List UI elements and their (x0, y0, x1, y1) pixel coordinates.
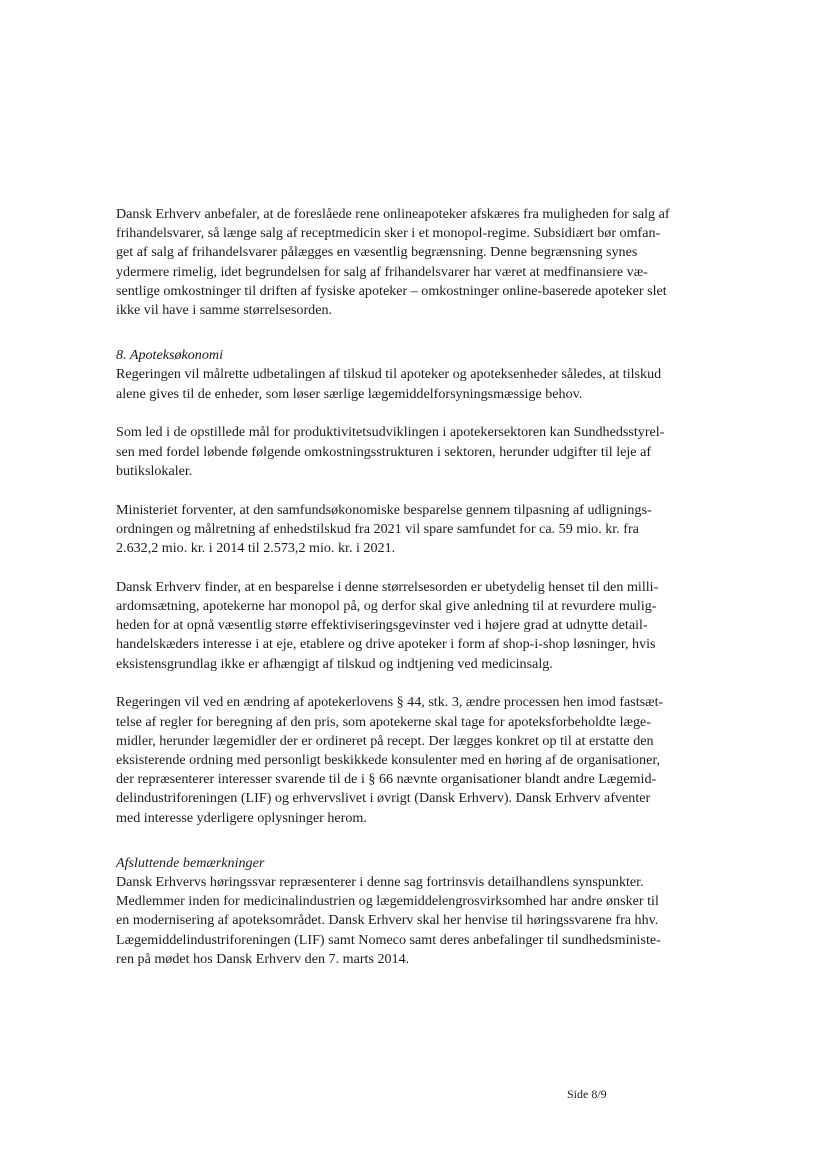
text-line: ren på mødet hos Dansk Erhverv den 7. marts 2014. (116, 950, 410, 967)
text-line: ardomsætning, apotekerne har monopol på, og derfor skal give anledning til at revurdere mulig- (116, 598, 657, 615)
text-line: 2.632,2 mio. kr. i 2014 til 2.573,2 mio. kr. i 2021. (116, 540, 396, 557)
text-line: en modernisering af apoteksområdet. Dansk Erhverv skal her henvise til høringssvarene fra hhv. (116, 912, 659, 929)
text-line: ordningen og målretning af enhedstilskud fra 2021 vil spare samfundet for ca. 59 mio. kr. fra (116, 520, 639, 537)
paragraph-ministry-savings (116, 501, 716, 559)
section-closing-remarks (116, 854, 716, 969)
paragraph-pricing-rules (116, 693, 716, 827)
text-line: Ministeriet forventer, at den samfundsøkonomiske besparelse gennem tilpasning af udlignings- (116, 501, 652, 518)
text-line: delindustriforeningen (LIF) og erhvervslivet i øvrigt (Dansk Erhverv). Dansk Erhverv afventer (116, 790, 651, 807)
text-line: handelskæders interesse i at eje, etablere og drive apoteker i form af shop-i-shop løsninger, hvis (116, 636, 656, 653)
text-line: alene gives til de enheder, som løser særlige lægemiddelforsyningsmæssige behov. (116, 385, 583, 402)
text-line: Dansk Erhverv finder, at en besparelse i denne størrelsesorden er ubetydelig henset til den milli- (116, 578, 659, 595)
text-line: get af salg af frihandelsvarer pålægges en væsentlig begrænsning. Denne begrænsning synes (116, 244, 638, 261)
paragraph-productivity (116, 423, 716, 481)
text-line: med interesse yderligere oplysninger herom. (116, 809, 367, 826)
text-line: eksisterende ordning med personligt beskikkede konsulenter med en høring af de organisationer, (116, 752, 660, 769)
paragraph-online-pharmacies (116, 205, 716, 320)
text-line: Regeringen vil ved en ændring af apotekerlovens § 44, stk. 3, ændre processen hen imod fastsæt- (116, 694, 664, 711)
section-apoteksokonomi (116, 346, 716, 404)
paragraph-savings-assessment (116, 578, 716, 674)
text-line: der repræsenterer interesser svarende til de i § 66 nævnte organisationer blandt andre Lægemid- (116, 771, 657, 788)
text-line: midler, herunder lægemidler der er ordineret på recept. Der lægges konkret op til at erstatte den (116, 732, 654, 749)
text-line: frihandelsvarer, så længe salg af receptmedicin sker i et monopol-regime. Subsidiært bør omfan- (116, 225, 661, 242)
text-line: sen med fordel løbende følgende omkostningsstrukturen i sektoren, herunder udgifter til leje af (116, 443, 652, 460)
text-line: butikslokaler. (116, 462, 193, 479)
text-line: Medlemmer inden for medicinalindustrien og lægemiddelengrosvirksomhed har andre ønsker til (116, 893, 659, 910)
text-line: ikke vil have i samme størrelsesorden. (116, 302, 333, 319)
section-heading: 8. Apoteksøkonomi (116, 347, 223, 364)
text-line: telse af regler for beregning af den pris, som apotekerne skal tage for apoteksforbeholdte læge- (116, 713, 651, 730)
text-line: Som led i de opstillede mål for produktivitetsudviklingen i apotekersektoren kan Sundhedsstyrel- (116, 424, 665, 441)
page-number: Side 8/9 (567, 1087, 607, 1101)
text-line: ydermere rimelig, idet begrundelsen for salg af frihandelsvarer har været at medfinansiere væ- (116, 263, 648, 280)
text-line: sentlige omkostninger til driften af fysiske apoteker – omkostninger online-baserede apoteker slet (116, 282, 667, 299)
text-line: Dansk Erhverv anbefaler, at de foreslåede rene onlineapoteker afskæres fra muligheden for salg af (116, 206, 670, 222)
text-line: Lægemiddelindustriforeningen (LIF) samt Nomeco samt deres anbefalinger til sundhedsministe- (116, 931, 661, 948)
text-line: eksistensgrundlag ikke er afhængigt af tilskud og indtjening ved medicinsalg. (116, 655, 553, 672)
text-line: heden for at opnå væsentlig større effektiviseringsgevinster ved i højere grad at udnytte detail- (116, 617, 648, 634)
document-body (116, 205, 716, 989)
text-line: Regeringen vil målrette udbetalingen af tilskud til apoteker og apoteksenheder således, at tilskud (116, 366, 662, 383)
text-line: Dansk Erhvervs høringssvar repræsenterer i denne sag fortrinsvis detailhandlens synspunkter. (116, 874, 644, 891)
section-heading: Afsluttende bemærkninger (116, 854, 265, 871)
